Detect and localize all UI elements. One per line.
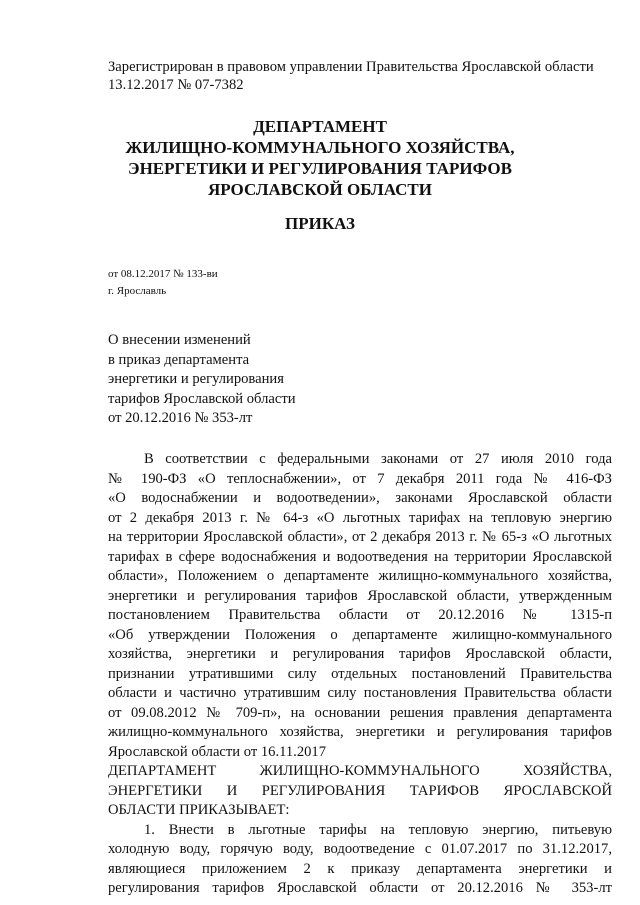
department-line: ДЕПАРТАМЕНТ [253,117,387,136]
order-meta [108,266,218,300]
document-type-title: ПРИКАЗ [285,214,355,233]
body-line: ЭНЕРГЕТИКИ И РЕГУЛИРОВАНИЯ ТАРИФОВ ЯРОСЛАВСКОЙ [108,782,612,799]
body-line: ОБЛАСТИ ПРИКАЗЫВАЕТ: [108,802,290,818]
order-city: г. Ярославль [108,285,167,297]
body-line: области», Положением о департаменте жилищно-коммунального хозяйства, [108,568,612,584]
body-line: признании утратившими силу отдельных постановлений Правительства [108,665,612,682]
body-line: 1. Внести в льготные тарифы на тепловую энергию, питьевую [144,821,612,838]
registration-number: 13.12.2017 № 07-7382 [108,77,244,93]
body-line: Ярославской области от 16.11.2017 [108,743,327,760]
body-line: В соответствии с федеральными законами от 27 июля 2010 года [144,451,612,467]
body-line: на территории Ярославской области», от 2 декабря 2013 г. № 65-з «О льготных [108,529,612,545]
body-line: «О водоснабжении и водоотведении», законами Ярославской области [108,490,612,506]
body-line: являющиеся приложением 2 к приказу департамента энергетики и [108,860,612,877]
body-line: постановлением Правительства области от 20.12.2016 № 1315-п [108,607,612,623]
department-line: ЯРОСЛАВСКОЙ ОБЛАСТИ [208,180,432,199]
body-line: регулирования тарифов Ярославской области от 20.12.2016 № 353-лт [108,880,612,896]
body-line: области и частично утратившим силу постановления Правительства области [108,685,612,701]
body-line: ДЕПАРТАМЕНТ ЖИЛИЩНО-КОММУНАЛЬНОГО ХОЗЯЙСТВА, [108,763,612,779]
body-line: «Об утверждении Положения о департаменте жилищно-коммунального [108,626,612,643]
subject-line: тарифов Ярославской области [108,390,296,407]
subject-line: в приказ департамента [108,351,250,368]
body-line: тарифах в сфере водоснабжения и водоотведения на территории Ярославской [108,548,612,565]
order-body [108,450,612,899]
registration-note [108,58,618,94]
registration-line: Зарегистрирован в правовом управлении Правительства Ярославской области [108,59,594,75]
order-subject [108,331,296,429]
department-heading [0,116,640,200]
subject-line: энергетики и регулирования [108,371,284,387]
subject-line: О внесении изменений [108,332,251,348]
body-line: № 190-ФЗ «О теплоснабжении», от 7 декабря 2011 года № 416-ФЗ [108,470,612,487]
body-line: от 09.08.2012 № 709-п», на основании решения правления департамента [108,704,612,721]
department-line: ЖИЛИЩНО-КОММУНАЛЬНОГО ХОЗЯЙСТВА, [125,138,515,157]
department-line: ЭНЕРГЕТИКИ И РЕГУЛИРОВАНИЯ ТАРИФОВ [128,159,512,178]
order-date-number: от 08.12.2017 № 133-ви [108,268,218,280]
body-line: жилищно-коммунального хозяйства, энергетики и регулирования тарифов [108,724,612,740]
subject-line: от 20.12.2016 № 353-лт [108,410,253,426]
body-line: холодную воду, горячую воду, водоотведение с 01.07.2017 по 31.12.2017, [108,841,612,857]
body-line: энергетики и регулирования тарифов Ярославской области, утвержденным [108,587,612,604]
body-line: от 2 декабря 2013 г. № 64-з «О льготных тарифах на тепловую энергию [108,509,612,526]
body-line: хозяйства, энергетики и регулирования тарифов Ярославской области, [108,646,612,662]
